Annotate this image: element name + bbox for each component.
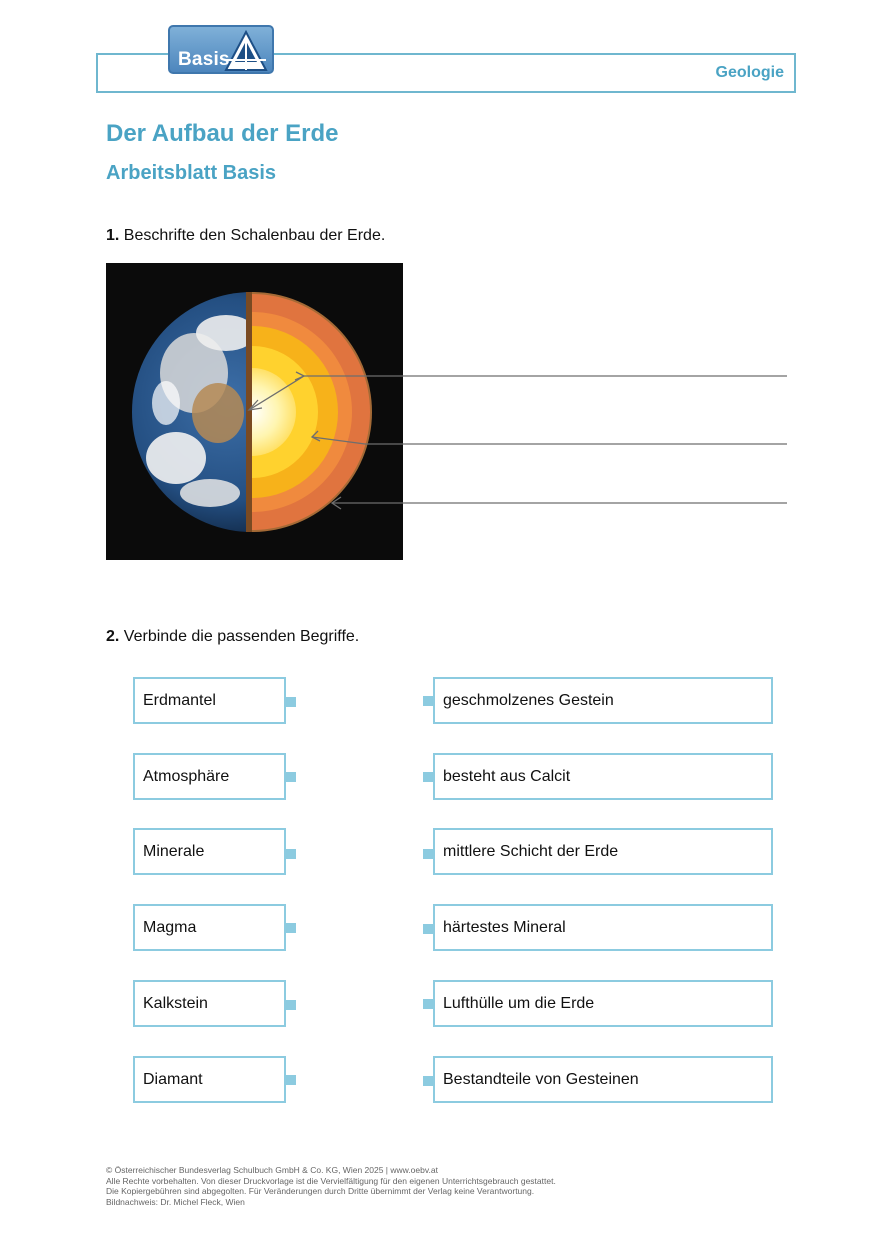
right-term-box[interactable]: geschmolzenes Gestein [433,677,773,724]
right-term-box[interactable]: mittlere Schicht der Erde [433,828,773,875]
left-connector-dot[interactable] [286,697,296,707]
right-term-box[interactable]: härtestes Mineral [433,904,773,951]
right-connector-dot[interactable] [423,772,433,782]
footer-line: Bildnachweis: Dr. Michel Fleck, Wien [106,1196,245,1207]
left-connector-dot[interactable] [286,849,296,859]
left-term-box[interactable]: Diamant [133,1056,286,1103]
task-1-number: 1. [106,227,120,244]
task-1-text: Beschrifte den Schalenbau der Erde. [123,227,386,244]
left-connector-dot[interactable] [286,1075,296,1085]
right-connector-dot[interactable] [423,849,433,859]
page-title: Der Aufbau der Erde [106,120,339,147]
left-term-box[interactable]: Erdmantel [133,677,286,724]
task-2-text: Verbinde die passenden Begriffe. [123,628,360,645]
task-2-number: 2. [106,628,120,645]
page-subtitle: Arbeitsblatt Basis [106,162,277,184]
logo-text: Basis [178,49,230,70]
left-connector-dot[interactable] [286,923,296,933]
left-connector-dot[interactable] [286,1000,296,1010]
footer-line: Die Kopiergebühren sind abgegolten. Für Veränderungen durch Dritte übernimmt der Verlag keine Verantwortung. [106,1186,535,1196]
right-connector-dot[interactable] [423,924,433,934]
right-term-box[interactable]: Bestandteile von Gesteinen [433,1056,773,1103]
right-connector-dot[interactable] [423,999,433,1009]
left-connector-dot[interactable] [286,772,296,782]
left-term-box[interactable]: Kalkstein [133,980,286,1027]
right-term-box[interactable]: besteht aus Calcit [433,753,773,800]
left-term-box[interactable]: Magma [133,904,286,951]
right-term-box[interactable]: Lufthülle um die Erde [433,980,773,1027]
left-term-box[interactable]: Minerale [133,828,286,875]
right-connector-dot[interactable] [423,696,433,706]
left-term-box[interactable]: Atmosphäre [133,753,286,800]
right-connector-dot[interactable] [423,1076,433,1086]
task-2 [106,628,359,646]
footer-line: © Österreichischer Bundesverlag Schulbuch GmbH & Co. KG, Wien 2025 | www.oebv.at [106,1165,438,1175]
footer-line: Alle Rechte vorbehalten. Von dieser Druckvorlage ist die Vervielfältigung für den eigenen Unterrichtsgebrauch gestattet. [106,1175,556,1186]
footer [106,1165,556,1207]
subject-label: Geologie [715,64,784,81]
